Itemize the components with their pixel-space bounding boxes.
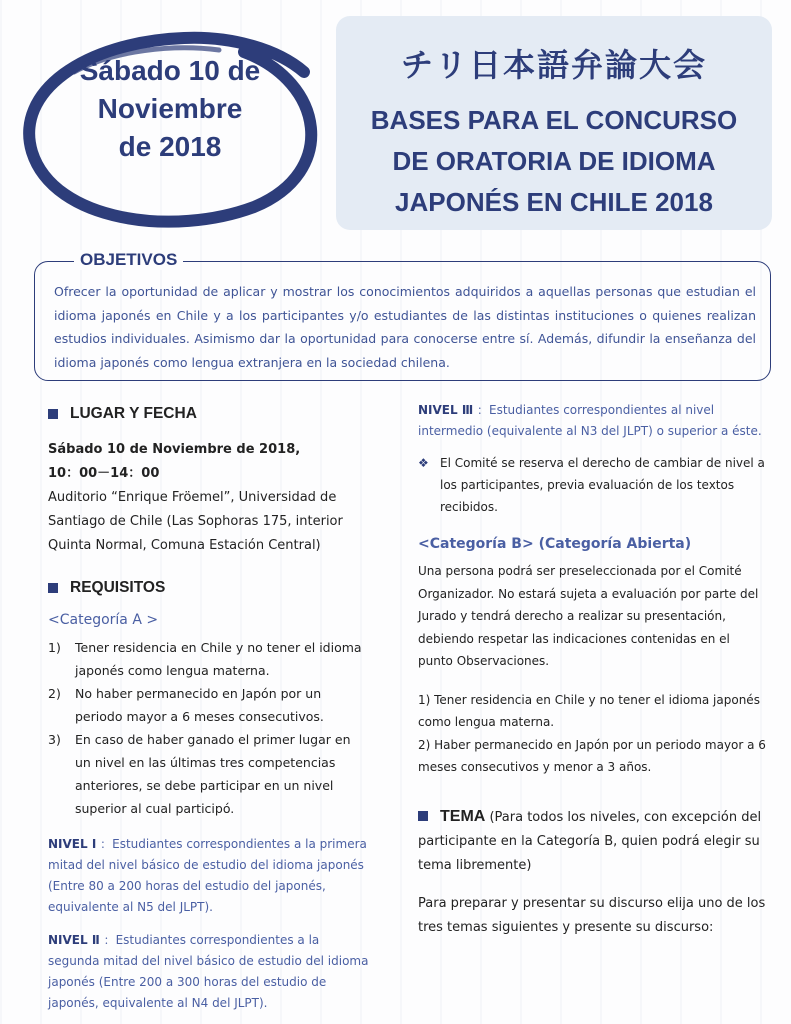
tema-text: Para preparar y presentar su discurso elija uno de los tres temas siguientes y presente su discurso: [418, 895, 766, 935]
square-bullet-icon [48, 583, 58, 593]
objetivos-heading: OBJETIVOS [74, 250, 183, 270]
nivel-3-label: NIVEL Ⅲ [418, 403, 474, 417]
lugar-time: 10：00－14：00 [48, 466, 160, 481]
nivel-2-text: ：Estudiantes correspondientes a la segunda mitad del nivel básico de estudio del idioma japonés (Entre 200 a 300 horas del estudio de japonés, equivalente al N4 del JLPT). [48, 933, 369, 1010]
event-date-badge [40, 52, 300, 166]
title-line: DE ORATORIA DE IDIOMA [392, 146, 716, 176]
comite-note-text: El Comité se reserva el derecho de cambiar de nivel a los participantes, previa evaluación de los textos recibidos. [440, 456, 765, 514]
left-column [48, 402, 370, 1014]
item-number: 2) [48, 686, 61, 701]
tema-note: (Para todos los niveles, con excepción del participante en la Categoría B, quien podrá elegir su tema libremente) [418, 809, 762, 873]
nivel-1 [48, 834, 370, 918]
nivel-2-label: NIVEL Ⅱ [48, 933, 100, 947]
title-japanese: チリ日本語弁論大会 [400, 46, 707, 84]
lugar-heading-label: LUGAR Y FECHA [70, 405, 197, 422]
date-line-2: Noviembre [97, 93, 243, 124]
lugar-date: Sábado 10 de Noviembre de 2018, [48, 442, 301, 457]
lugar-heading [48, 402, 370, 426]
nivel-1-text: ：Estudiantes correspondientes a la primera mitad del nivel básico de estudio del idioma japonés (Entre 80 a 200 horas del estudio del japonés, equivalente al N5 del JLPT). [48, 837, 367, 914]
categoria-b-req-1: 1) Tener residencia en Chile y no tener el idioma japonés como lengua materna. [418, 692, 760, 729]
lugar-address: Auditorio “Enrique Fröemel”, Universidad de Santiago de Chile (Las Sophoras 175, interior Quinta Normal, Comuna Estación Central) [48, 490, 343, 553]
requisitos-list [48, 636, 370, 820]
square-bullet-icon [48, 409, 58, 419]
requisitos-heading [48, 576, 370, 600]
diamond-bullet-icon: ❖ [418, 456, 429, 470]
item-number: 3) [48, 732, 61, 747]
date-line-3: de 2018 [118, 131, 222, 162]
item-text: En caso de haber ganado el primer lugar en un nivel en las últimas tres competencias anteriores, se debe participar en un nivel superior al cual participó. [75, 732, 351, 816]
objetivos-text: Ofrecer la oportunidad de aplicar y mostrar los conocimientos adquiridos a aquellas personas que estudian el idioma japonés en Chile y a los participantes y/o estudiantes de las distintas instituciones o quienes realizan estudios individuales. Asimismo dar la oportunidad para conocerse entre sí. Además, difundir la enseñanza del idioma japonés como lengua extranjera en la sociedad chilena. [54, 284, 756, 370]
list-item [48, 728, 370, 820]
title-spanish [336, 100, 772, 223]
categoria-b-text: Una persona podrá ser preseleccionada por el Comité Organizador. No estará sujeta a evaluación por parte del Jurado y tendrá derecho a realizar su presentación, debiendo respetar las indicaciones contenidas en el punto Observaciones. [418, 564, 759, 668]
right-column [418, 400, 768, 940]
item-text: No haber permanecido en Japón por un periodo mayor a 6 meses consecutivos. [75, 686, 324, 724]
title-line: JAPONÉS EN CHILE 2018 [395, 187, 713, 217]
list-item [48, 636, 370, 682]
square-bullet-icon [418, 811, 428, 821]
title-line: BASES PARA EL CONCURSO [370, 105, 738, 135]
nivel-3 [418, 400, 768, 442]
categoria-b-req-2: 2) Haber permanecido en Japón por un periodo mayor a 6 meses consecutivos y menor a 3 años. [418, 737, 766, 774]
categoria-a-label: <Categoría A > [48, 612, 159, 628]
nivel-3-text: ：Estudiantes correspondientes al nivel intermedio (equivalente al N3 del JLPT) o superior a éste. [418, 403, 762, 438]
tema-heading: TEMA [440, 807, 486, 825]
nivel-1-label: NIVEL Ⅰ [48, 837, 97, 851]
item-text: Tener residencia en Chile y no tener el idioma japonés como lengua materna. [75, 640, 362, 678]
date-line-1: Sábado 10 de [79, 55, 261, 86]
categoria-b-heading: <Categoría B> (Categoría Abierta) [418, 536, 692, 552]
item-number: 1) [48, 640, 61, 655]
comite-note [418, 452, 768, 518]
requisitos-heading-label: REQUISITOS [70, 579, 166, 596]
title-box [336, 16, 772, 230]
tema-section [418, 805, 768, 878]
nivel-2 [48, 930, 370, 1014]
list-item [48, 682, 370, 728]
